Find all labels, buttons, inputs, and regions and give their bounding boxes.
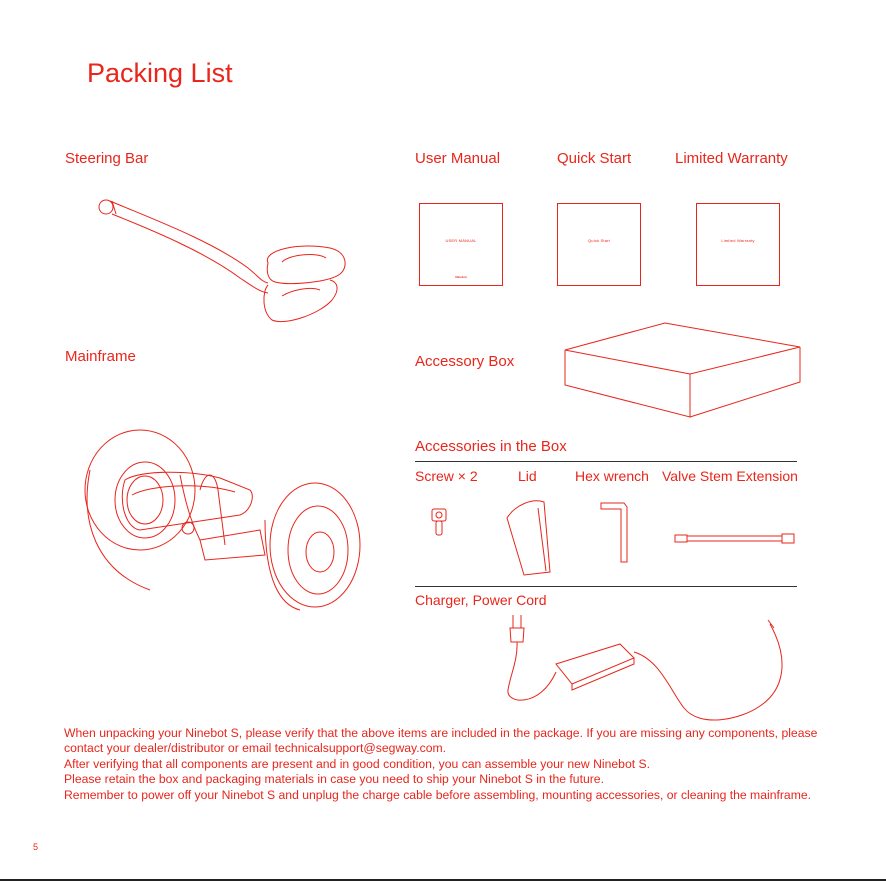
page-number: 5: [33, 842, 39, 852]
user-manual-heading: User Manual: [415, 150, 501, 167]
hex-wrench-label: Hex wrench: [575, 468, 649, 484]
limited-warranty-cover-text: Limited Warranty: [721, 238, 755, 243]
note-3: Please retain the box and packaging materials in case you need to ship your Ninebot S in the future.: [64, 772, 604, 787]
mainframe-heading: Mainframe: [65, 348, 136, 365]
quick-start-cover-text: Quick Start: [588, 238, 610, 243]
unpacking-notes: [64, 726, 824, 803]
accessories-heading: Accessories in the Box: [415, 438, 567, 455]
note-1: When unpacking your Ninebot S, please verify that the above items are included in the package. If you are missing any components, please contact your dealer/distributor or email technicalsupport@segway.com.: [64, 726, 818, 756]
note-4: Remember to power off your Ninebot S and unplug the charge cable before assembling, mounting accessories, or cleaning the mainframe.: [64, 787, 812, 802]
screw-label: Screw × 2: [415, 468, 478, 484]
note-2: After verifying that all components are present and in good condition, you can assemble your new Ninebot S.: [64, 756, 651, 771]
limited-warranty-heading: Limited Warranty: [675, 150, 788, 167]
user-manual-cover-text: USER MANUAL: [445, 238, 477, 243]
accessory-box-heading: Accessory Box: [415, 353, 515, 370]
page-title: Packing List: [87, 58, 233, 88]
charger-label: Charger, Power Cord: [415, 592, 547, 608]
steering-bar-heading: Steering Bar: [65, 150, 149, 167]
lid-label: Lid: [518, 468, 537, 484]
valve-stem-label: Valve Stem Extension: [662, 468, 798, 484]
ninebot-logo: Ninebot: [455, 275, 467, 279]
quick-start-heading: Quick Start: [557, 150, 632, 167]
